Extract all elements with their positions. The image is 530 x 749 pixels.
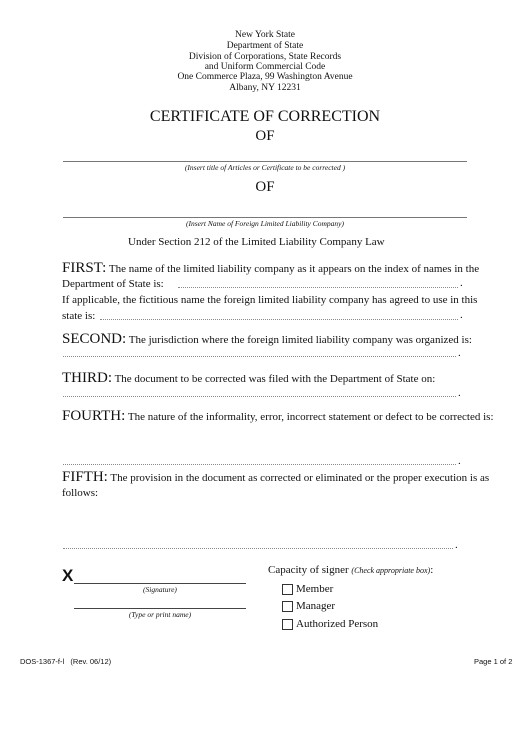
fourth-label: FOURTH: <box>62 408 126 424</box>
third-dot: . <box>458 387 461 399</box>
first-label: FIRST: <box>62 260 107 276</box>
fifth-text-2: follows: <box>62 487 99 499</box>
llc-name-line[interactable] <box>63 217 467 218</box>
second-text: The jurisdiction where the foreign limited liability company was organized is: <box>128 334 472 346</box>
manager-checkbox[interactable] <box>282 601 293 612</box>
capacity-label: Capacity of signer <box>268 564 349 576</box>
capacity-heading <box>268 563 433 578</box>
fifth-text-1: The provision in the document as corrected or eliminated or the proper execution is as <box>110 472 490 484</box>
correction-provision-field[interactable] <box>63 548 453 549</box>
second-paragraph <box>62 332 472 347</box>
print-name-line[interactable] <box>74 608 246 609</box>
signature-x-mark: X <box>62 566 74 585</box>
defect-description-field[interactable] <box>63 464 456 465</box>
third-label: THIRD: <box>62 370 112 386</box>
fifth-dot: . <box>455 539 458 551</box>
articles-title-line[interactable] <box>63 161 467 162</box>
first-text-4: state is: <box>62 310 96 322</box>
fourth-dot: . <box>458 455 461 467</box>
of-label-2: OF <box>255 179 275 195</box>
first-dot-2: . <box>460 309 463 321</box>
jurisdiction-field[interactable] <box>63 356 456 357</box>
first-text-3: If applicable, the fictitious name the foreign limited liability company has agreed to use in this <box>62 294 478 306</box>
form-id: DOS-1367-f-l (Rev. 06/12) <box>20 657 112 666</box>
header-line-5: One Commerce Plaza, 99 Washington Avenue <box>177 72 353 82</box>
articles-title-caption: (Insert title of Articles or Certificate to be corrected ) <box>184 163 346 172</box>
document-title: CERTIFICATE OF CORRECTION <box>149 108 381 125</box>
fifth-paragraph <box>62 470 489 485</box>
member-checkbox[interactable] <box>282 584 293 595</box>
header-line-1: New York State <box>235 30 295 40</box>
third-paragraph <box>62 371 435 386</box>
capacity-colon: : <box>430 564 434 576</box>
signature-caption: (Signature) <box>143 585 177 594</box>
header-line-3: Division of Corporations, State Records <box>188 52 342 62</box>
llc-name-caption: (Insert Name of Foreign Limited Liability Company) <box>185 219 345 228</box>
third-text: The document to be corrected was filed with the Department of State on: <box>114 373 436 385</box>
header-line-6: Albany, NY 12231 <box>229 83 301 93</box>
manager-option-label: Manager <box>296 600 336 612</box>
fifth-label: FIFTH: <box>62 469 108 485</box>
print-name-caption: (Type or print name) <box>128 610 192 619</box>
filing-date-field[interactable] <box>63 396 456 397</box>
member-option-label: Member <box>296 583 334 595</box>
of-label-1: OF <box>255 128 275 144</box>
authorized-person-checkbox[interactable] <box>282 619 293 630</box>
second-label: SECOND: <box>62 331 127 347</box>
signature-line[interactable] <box>74 583 246 584</box>
page-number: Page 1 of 2 <box>474 657 513 666</box>
first-dot-1: . <box>460 277 463 289</box>
fictitious-name-field[interactable] <box>100 319 458 320</box>
authorized-person-option-label: Authorized Person <box>296 618 379 630</box>
first-text-1: The name of the limited liability company as it appears on the index of names in the <box>108 263 480 275</box>
fourth-text: The nature of the informality, error, incorrect statement or defect to be corrected is: <box>127 411 494 423</box>
fourth-paragraph <box>62 409 494 424</box>
first-name-field[interactable] <box>178 287 458 288</box>
statute-line: Under Section 212 of the Limited Liability Company Law <box>128 236 385 248</box>
capacity-hint: (Check appropriate box) <box>351 566 431 575</box>
header-line-4: and Uniform Commercial Code <box>204 62 326 72</box>
second-dot: . <box>458 347 461 359</box>
first-text-2: Department of State is: <box>62 278 164 290</box>
first-paragraph <box>62 261 479 276</box>
header-line-2: Department of State <box>226 41 304 51</box>
